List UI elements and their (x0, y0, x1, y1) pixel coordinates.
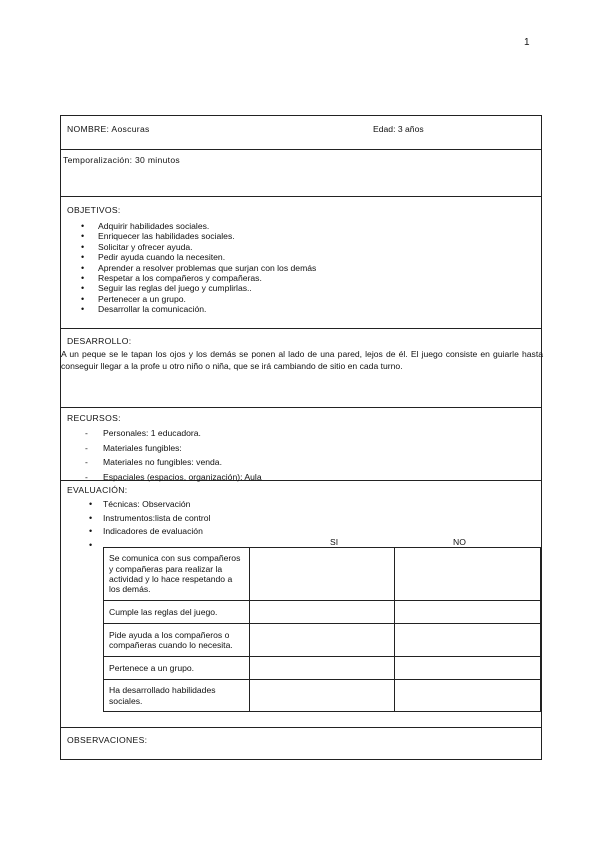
list-item: • Pertenecer a un grupo. (81, 294, 316, 304)
list-item: • Desarrollar la comunicación. (81, 304, 316, 314)
age-line: Edad: 3 años (373, 124, 424, 134)
desarrollo-title: DESARROLLO: (67, 336, 132, 346)
list-item: • Solicitar y ofrecer ayuda. (81, 242, 316, 252)
no-column-header: NO (453, 537, 466, 547)
no-cell[interactable] (395, 624, 541, 657)
list-item: • Seguir las reglas del juego y cumplirlas.. (81, 283, 316, 293)
desarrollo-section (60, 329, 542, 408)
table-row (104, 657, 541, 680)
table-row (104, 624, 541, 657)
list-item: • Instrumentos:lista de control (89, 512, 210, 526)
criterion-cell: Pide ayuda a los compañeros o compañeras cuando lo necesita. (104, 624, 250, 657)
recursos-section (60, 408, 542, 481)
observaciones-section (60, 728, 542, 760)
observaciones-title: OBSERVACIONES: (67, 735, 148, 745)
checklist-table (103, 547, 541, 712)
list-item: • Aprender a resolver problemas que surjan con los demás (81, 263, 316, 273)
temporalizacion-line: Temporalización: 30 minutos (63, 155, 181, 165)
recursos-title: RECURSOS: (67, 413, 121, 423)
recursos-list (85, 426, 262, 484)
no-cell[interactable] (395, 601, 541, 624)
no-cell[interactable] (395, 548, 541, 601)
no-cell[interactable] (395, 680, 541, 712)
list-item: • Indicadores de evaluación (89, 525, 210, 539)
si-cell[interactable] (249, 548, 395, 601)
no-cell[interactable] (395, 657, 541, 680)
criterion-cell: Ha desarrollado habilidades sociales. (104, 680, 250, 712)
list-item: • Respetar a los compañeros y compañeras. (81, 273, 316, 283)
list-item: • Técnicas: Observación (89, 498, 210, 512)
evaluacion-title: EVALUACIÓN: (67, 485, 128, 495)
si-cell[interactable] (249, 601, 395, 624)
list-item: - Materiales no fungibles: venda. (85, 455, 262, 470)
criterion-cell: Se comunica con sus compañeros y compañeras para realizar la actividad y lo hace respetando a los demás. (104, 548, 250, 601)
si-cell[interactable] (249, 624, 395, 657)
si-cell[interactable] (249, 657, 395, 680)
table-row (104, 601, 541, 624)
page-number: 1 (524, 37, 530, 48)
list-item: • Adquirir habilidades sociales. (81, 221, 316, 231)
list-item: - Espaciales (espacios, organización): Aula (85, 470, 262, 485)
list-item: - Personales: 1 educadora. (85, 426, 262, 441)
list-item: • Enriquecer las habilidades sociales. (81, 231, 316, 241)
criterion-cell: Pertenece a un grupo. (104, 657, 250, 680)
objetivos-section (60, 197, 542, 329)
desarrollo-text: A un peque se le tapan los ojos y los demás se ponen al lado de una pared, lejos de él. El juego consiste en guiarle hasta conseguir llegar a la profe u otro niño o niña, que se irá cambiando de sitio en cada turno. (61, 349, 543, 371)
objetivos-list (81, 221, 316, 315)
evaluacion-list (89, 498, 210, 552)
si-column-header: SI (330, 537, 339, 547)
si-cell[interactable] (249, 680, 395, 712)
table-row (104, 548, 541, 601)
list-item: • Pedir ayuda cuando la necesiten. (81, 252, 316, 262)
criterion-cell: Cumple las reglas del juego. (104, 601, 250, 624)
name-section (60, 115, 542, 150)
objetivos-title: OBJETIVOS: (67, 205, 121, 215)
list-item: - Materiales fungibles: (85, 441, 262, 456)
temporalizacion-section (60, 150, 542, 197)
table-row (104, 680, 541, 712)
name-line: NOMBRE: Aoscuras (67, 124, 150, 134)
activity-form (60, 115, 542, 760)
evaluacion-section (60, 481, 542, 728)
